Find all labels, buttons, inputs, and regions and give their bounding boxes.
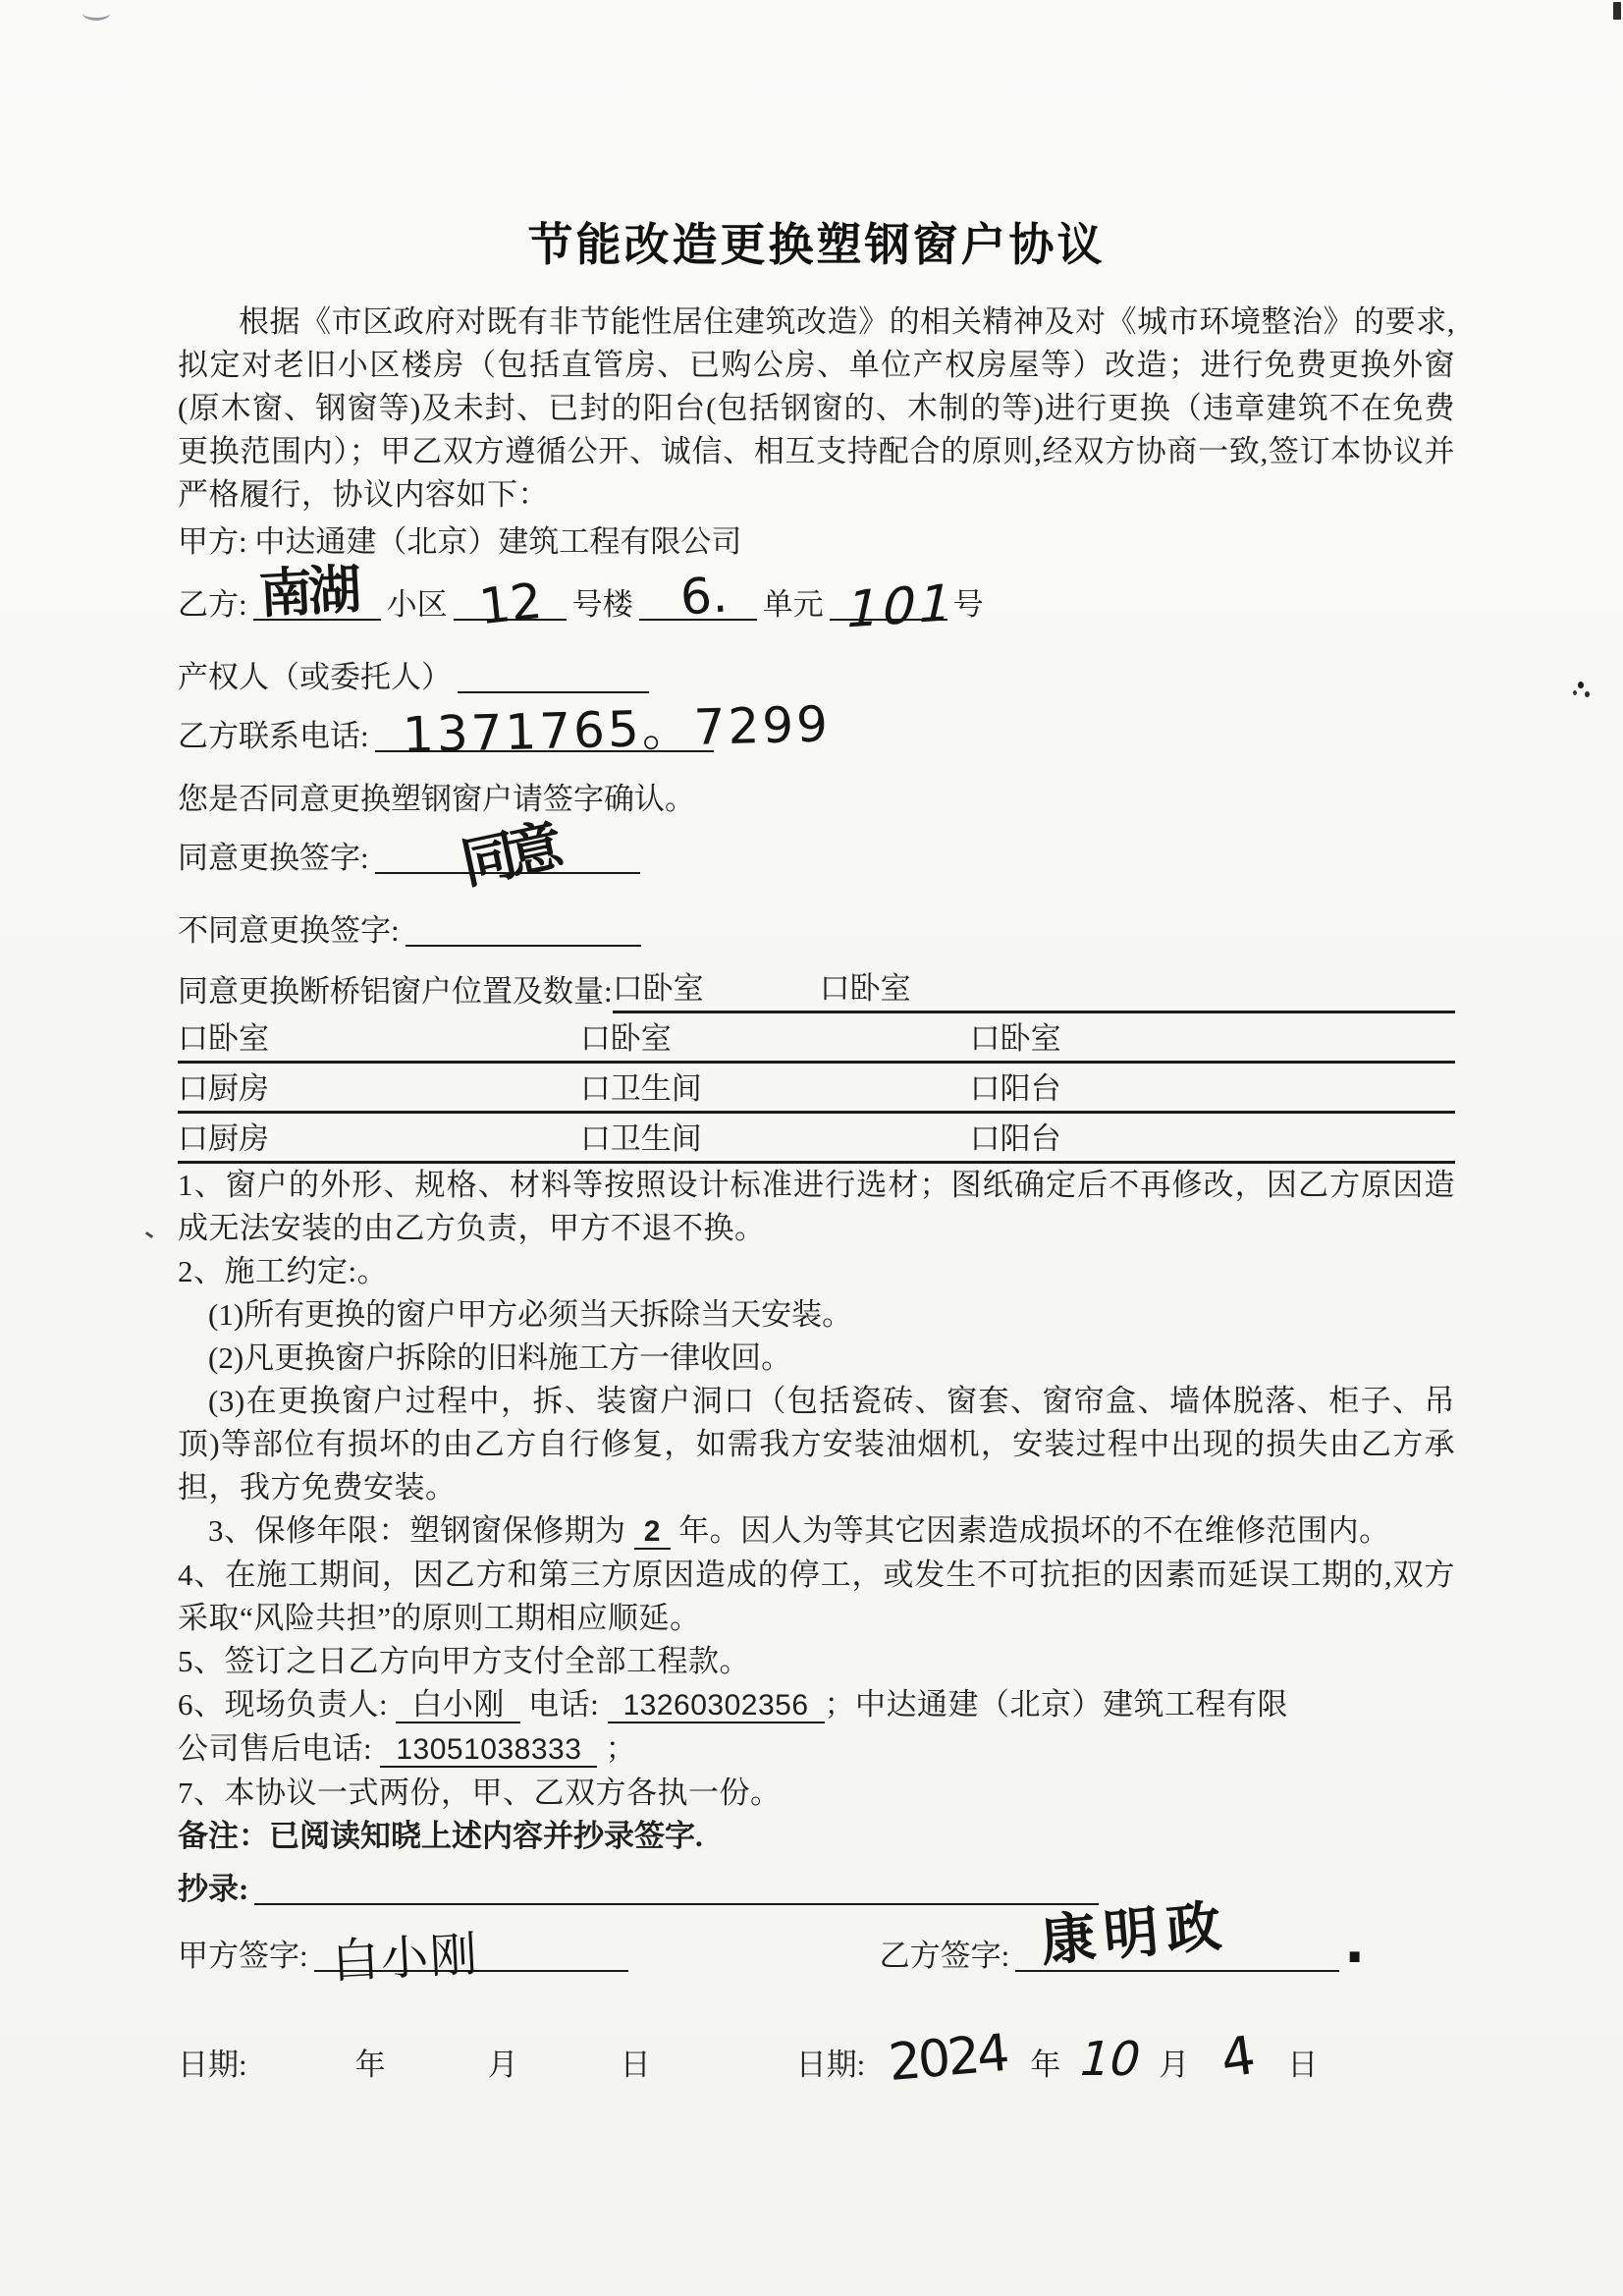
checkbox-balcony: 口阳台 (969, 1121, 1061, 1156)
phone-label: 乙方联系电话: (178, 719, 369, 753)
party-a-date-label: 日期: (178, 2048, 247, 2082)
agree-signature-field (375, 814, 640, 898)
party-b-date-label: 日期: (795, 2048, 866, 2082)
disagree-signature-blank (406, 905, 641, 947)
clause-6 (178, 1683, 1455, 1772)
transcription-line (178, 1864, 1455, 1913)
disagree-signature-line (178, 905, 1455, 957)
clause-2-item-1: (1)所有更换的窗户甲方必须当天拆除当天安装。 (208, 1297, 853, 1332)
unit-suffix: 单元 (762, 587, 824, 622)
positions-row (178, 1064, 1455, 1114)
month-unit: 月 (1159, 2048, 1190, 2082)
checkbox-bedroom: 口卧室 (612, 971, 704, 1006)
party-b-year-field (865, 2023, 1030, 2094)
day-unit: 日 (1287, 2048, 1319, 2082)
manager-phone-label: 电话: (528, 1687, 600, 1722)
transcription-label: 抄录: (178, 1872, 249, 1906)
checkbox-bedroom: 口卧室 (969, 1021, 1061, 1056)
scan-edge-artifact (1613, 2, 1621, 20)
checkbox-kitchen: 口厨房 (178, 1071, 269, 1106)
month-unit: 月 (487, 2048, 518, 2082)
handwritten-period: . (1343, 1912, 1366, 1976)
positions-row (178, 1114, 1455, 1164)
checkbox-bedroom: 口卧室 (178, 1021, 269, 1056)
clause-6-company: ；中达通建（北京）建筑工程有限 (824, 1687, 1289, 1722)
party-b-phone-line (178, 695, 1455, 766)
service-phone-label: 公司售后电话: (178, 1731, 373, 1766)
ink-speck (1585, 691, 1590, 697)
clause-4: 4、在施工期间，因乙方和第三方原因造成的停工，或发生不可抗拒的因素而延误工期的,双方采取“风险共担”的原则工期相应顺延。 (178, 1558, 1455, 1635)
checkbox-bathroom: 口卫生间 (579, 1071, 702, 1106)
positions-header-label: 同意更换断桥铝窗户位置及数量: (178, 974, 613, 1009)
party-a-sign-label: 甲方签字: (178, 1939, 308, 1973)
checkbox-balcony: 口阳台 (969, 1071, 1061, 1106)
checkbox-bathroom: 口卫生间 (579, 1121, 702, 1156)
owner-label: 产权人（或委托人） (178, 660, 452, 694)
clause-3-prefix: 3、保修年限：塑钢窗保修期为 (208, 1513, 626, 1548)
transcription-blank (254, 1864, 1099, 1905)
signature-row (178, 1893, 1455, 1995)
party-a-name: 中达通建（北京）建筑工程有限公司 (254, 524, 742, 559)
party-b-signature-field (1015, 1893, 1366, 1976)
clause-2-item-2: (2)凡更换窗户拆除的旧料施工方一律收回。 (208, 1340, 792, 1375)
owner-field-blank (458, 652, 649, 693)
agree-label: 同意更换签字: (178, 841, 369, 875)
phone-field (375, 695, 832, 764)
year-unit: 年 (354, 2048, 386, 2082)
handwritten-community: 南湖 (257, 558, 359, 626)
service-phone-value: 13051038333 (380, 1733, 597, 1768)
party-a-label: 甲方: (178, 524, 255, 559)
day-unit: 日 (620, 2048, 651, 2082)
handwritten-room-no: 101 (839, 574, 961, 640)
disagree-label: 不同意更换签字: (178, 913, 400, 948)
manager-phone-value: 13260302356 (608, 1689, 825, 1723)
clause-1: 1、窗户的外形、规格、材料等按照设计标准进行选材；图纸确定后不再修改，因乙方原因造成无法安装的由乙方负责，甲方不退不换。 (178, 1168, 1455, 1245)
date-row (178, 2023, 1455, 2094)
party-b-label: 乙方: (178, 587, 247, 622)
intro-paragraph: 根据《市区政府对既有非节能性居住建筑改造》的相关精神及对《城市环境整治》的要求,拟定对老旧小区楼房（包括直管房、已购公房、单位产权房屋等）改造；进行免费更换外窗(原木窗、钢窗等)及未封、已封的阳台(包括钢窗的、木制的等)进行更换（违章建筑不在免费更换范围内）；甲乙双方遵循公开、诚信、相互支持配合的原则,经双方协商一致,签订本协议并严格履行，协议内容如下： (178, 304, 1455, 512)
confirm-prompt: 您是否同意更换塑钢窗户请签字确认。 (178, 782, 695, 816)
clause-6-end: ； (605, 1731, 637, 1766)
positions-header-line (613, 965, 1455, 1013)
handwritten-unit-no: 6. (677, 566, 730, 627)
party-b-day-field (1189, 2023, 1287, 2091)
document-title: 节能改造更换塑钢窗户协议 (527, 220, 1106, 270)
document-content (178, 218, 1455, 2094)
unit-field (639, 566, 757, 627)
room-suffix: 号 (952, 587, 984, 622)
party-b-line (178, 558, 1455, 640)
community-suffix: 小区 (386, 587, 448, 622)
ink-speck (1573, 690, 1577, 695)
margin-mark-artifact (145, 1231, 153, 1238)
ink-speck (1578, 682, 1584, 688)
handwritten-party-b-signature: 康明政 (1038, 1893, 1232, 1975)
community-field (253, 558, 381, 626)
site-manager-name: 白小刚 (396, 1687, 520, 1723)
room-field (830, 574, 961, 640)
party-b-month-field (1060, 2032, 1159, 2087)
clause-2: 2、施工约定:。 (178, 1254, 389, 1288)
checkbox-bedroom: 口卧室 (819, 971, 911, 1006)
positions-header-row (178, 968, 1455, 1013)
clause-3 (178, 1509, 1455, 1554)
clause-2-item-3: (3)在更换窗户过程中，拆、装窗户洞口（包括瓷砖、窗套、窗帘盒、墙体脱落、柜子、吊顶)等部位有损坏的由乙方自行修复，如需我方安装油烟机，安装过程中出现的损失由乙方承担，我方免费安装。 (178, 1384, 1455, 1504)
handwritten-phone: 1371765。7299 (401, 695, 832, 764)
party-a-line (178, 520, 1455, 564)
year-unit: 年 (1030, 2048, 1061, 2082)
clause-7: 7、本协议一式两份，甲、乙双方各执一份。 (178, 1776, 782, 1810)
remark-line (178, 1815, 1455, 1858)
warranty-years-value: 2 (634, 1515, 671, 1550)
handwritten-agree: 同意 (455, 814, 562, 898)
party-b-sign-label: 乙方签字: (879, 1939, 1010, 1973)
remark-text: 已阅读知晓上述内容并抄录签字. (269, 1819, 703, 1853)
site-manager-label: 6、现场负责人: (178, 1687, 389, 1722)
agree-signature-line (178, 814, 1455, 898)
handwritten-party-a-signature: 白小刚 (330, 1927, 481, 1990)
handwritten-month: 10 (1072, 2032, 1147, 2087)
staple-mark-artifact (82, 6, 110, 21)
handwritten-day: 4 (1217, 2023, 1260, 2091)
handwritten-year: 2024 (886, 2023, 1009, 2094)
clause-3-suffix: 年。因人为等其它因素造成损坏的不在维修范围内。 (678, 1513, 1390, 1548)
remark-label: 备注： (178, 1819, 269, 1853)
party-a-signature-field (314, 1927, 628, 1990)
checkbox-kitchen: 口厨房 (178, 1121, 269, 1156)
handwritten-building-no: 12 (475, 572, 545, 636)
owner-line (178, 652, 1455, 697)
clause-5: 5、签订之日乙方向甲方支付全部工程款。 (178, 1644, 750, 1678)
building-suffix: 号楼 (571, 587, 633, 622)
building-field (454, 572, 567, 636)
window-positions-table (178, 968, 1455, 1164)
checkbox-bedroom: 口卧室 (579, 1021, 672, 1056)
positions-row (178, 1013, 1455, 1064)
